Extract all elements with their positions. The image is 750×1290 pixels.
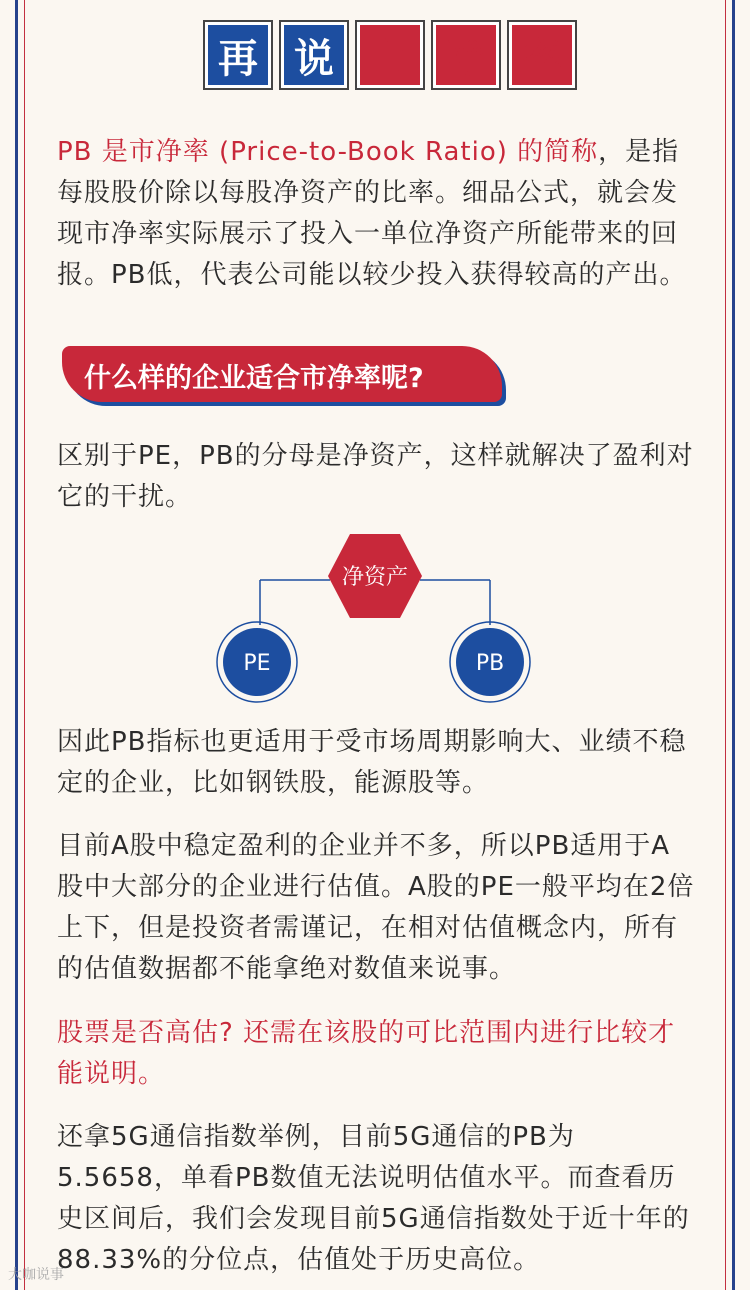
title-char: 净 — [433, 22, 499, 88]
section-heading — [62, 346, 502, 402]
intro-paragraph — [57, 132, 697, 296]
right-border-inner — [725, 0, 726, 1290]
pb-label: PB — [475, 651, 505, 676]
section-heading-text: 什么样的企业适合市净率呢? — [84, 363, 424, 394]
left-border — [15, 0, 18, 1290]
intro-text: ，是指每股股价除以每股净资产的比率。细品公式，就会发现市净率实际展示了投入一单位净资产所能带来的回报。PB低，代表公司能以较少投入获得较高的产出。 — [57, 137, 687, 290]
paragraph-5g-example: 还拿5G通信指数举例，目前5G通信的PB为5.5658，单看PB数值无法说明估值水平。而查看历史区间后，我们会发现目前5G通信指数处于近十年的88.33%的分位点，估值处于历史高位。 — [57, 1122, 690, 1275]
title-char: 率 — [509, 22, 575, 88]
left-border-inner — [24, 0, 25, 1290]
net-assets-diagram — [210, 530, 540, 705]
pe-label: PE — [243, 651, 271, 676]
intro-lead: PB 是市净率 (Price-to-Book Ratio) 的简称 — [57, 137, 599, 167]
paragraph-overvalued: 股票是否高估? 还需在该股的可比范围内进行比较才能说明。 — [57, 1018, 676, 1089]
right-border — [732, 0, 735, 1290]
paragraph-cyclical: 因此PB指标也更适用于受市场周期影响大、业绩不稳定的企业，比如钢铁股，能源股等。 — [57, 727, 687, 798]
watermark: 大咖说事 — [8, 1267, 64, 1283]
paragraph-pe-pb: 区别于PE，PB的分母是净资产，这样就解决了盈利对它的干扰。 — [57, 441, 694, 512]
page-title — [205, 22, 575, 88]
title-char: 市 — [357, 22, 423, 88]
hex-label: 净资产 — [341, 565, 409, 590]
title-char: 再 — [205, 22, 271, 88]
paragraph-a-share: 目前A股中稳定盈利的企业并不多，所以PB适用于A股中大部分的企业进行估值。A股的PE一般平均在2倍上下，但是投资者需谨记，在相对估值概念内，所有的估值数据都不能拿绝对数值来说事。 — [57, 831, 695, 984]
title-char: 说 — [281, 22, 347, 88]
